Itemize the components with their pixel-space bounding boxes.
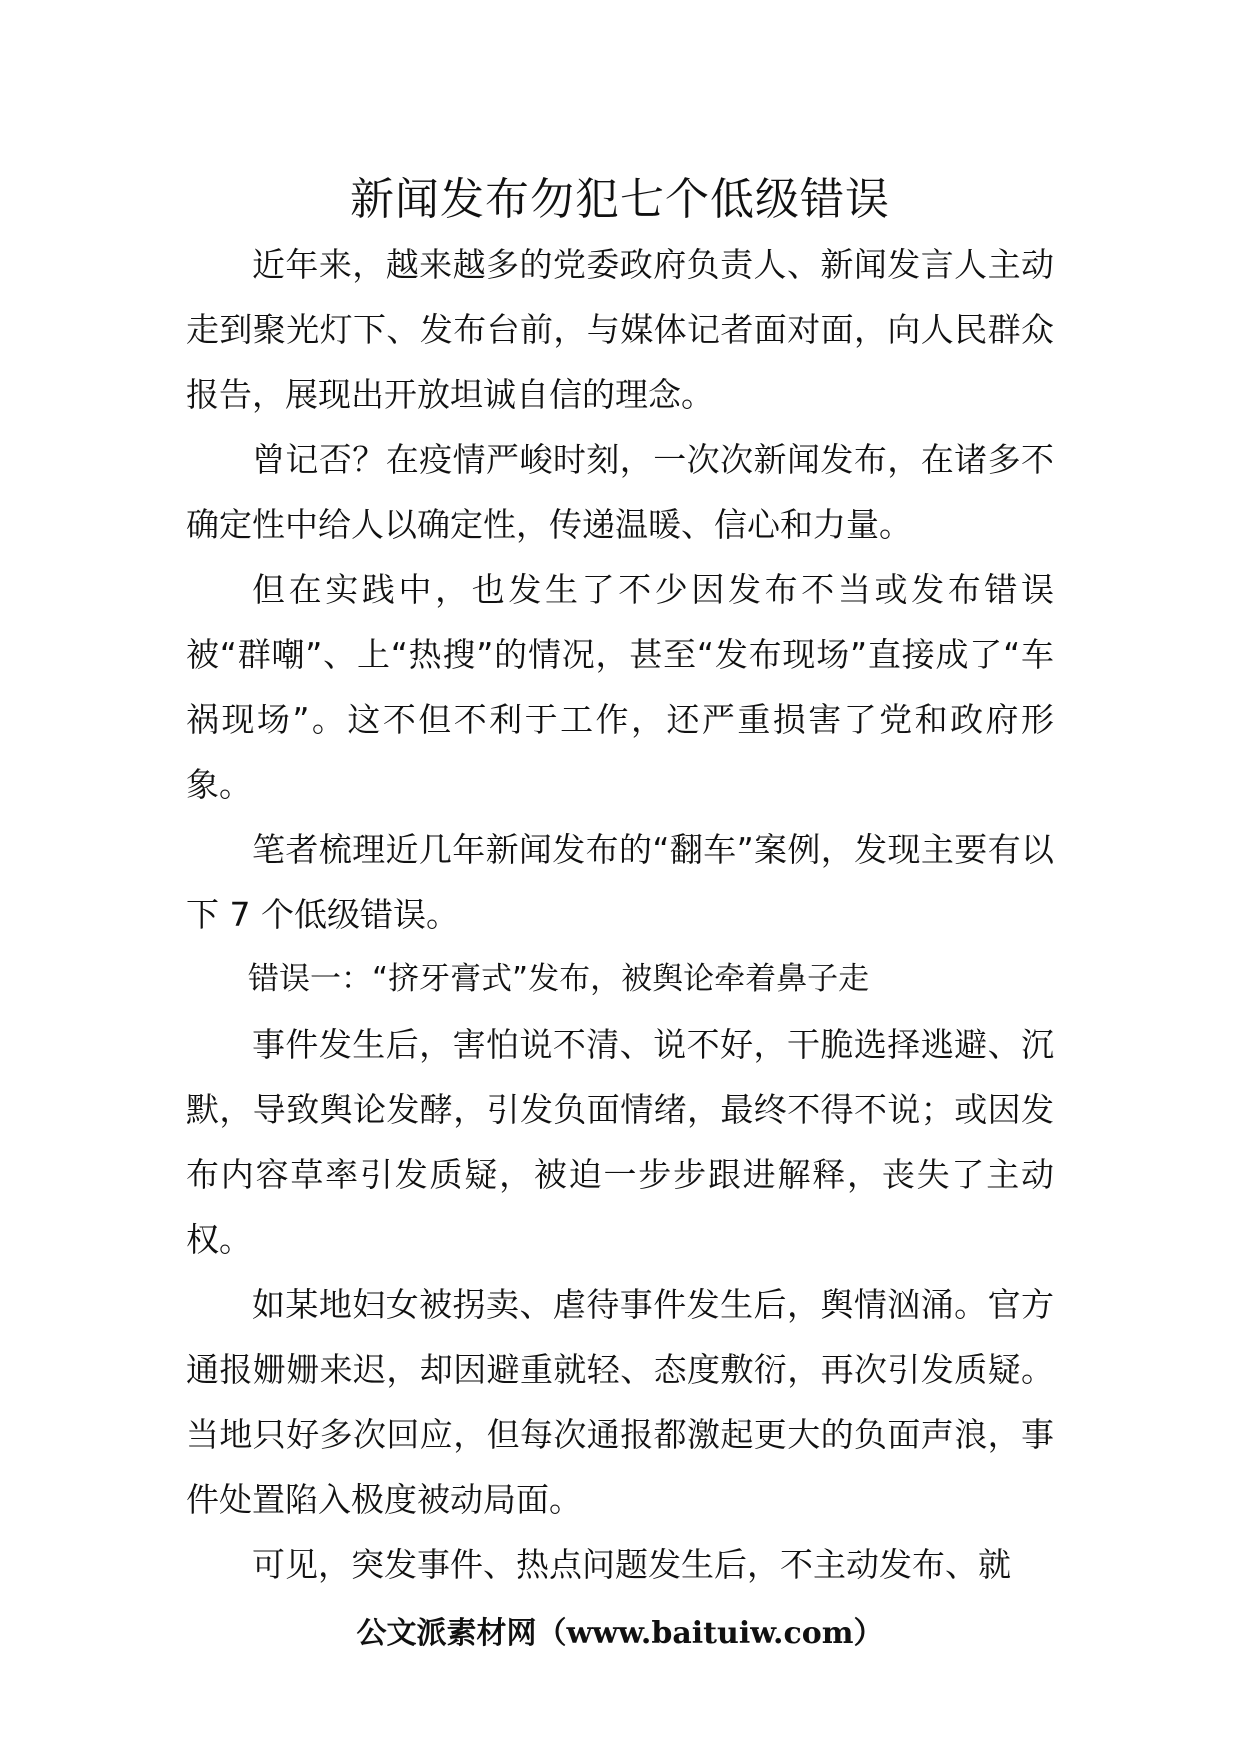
paragraph: 但在实践中，也发生了不少因发布不当或发布错误被“群嘲”、上“热搜”的情况，甚至“发布现场”直接成了“车祸现场”。这不但不利于工作，还严重损害了党和政府形象。 — [186, 570, 1054, 804]
document-title: 新闻发布勿犯七个低级错误 — [350, 174, 890, 225]
paragraph: 近年来，越来越多的党委政府负责人、新闻发言人主动走到聚光灯下、发布台前，与媒体记者面对面，向人民群众报告，展现出开放坦诚自信的理念。 — [186, 245, 1054, 414]
paragraph: 可见，突发事件、热点问题发生后，不主动发布、就 — [252, 1545, 1011, 1584]
paragraph: 如某地妇女被拐卖、虐待事件发生后，舆情汹涌。官方通报姗姗来迟，却因避重就轻、态度敷衍，再次引发质疑。当地只好多次回应，但每次通报都激起更大的负面声浪，事件处置陷入极度被动局面。 — [186, 1285, 1054, 1519]
document-body — [186, 232, 1054, 1597]
section-heading: 错误一：“挤牙膏式”发布，被舆论牵着鼻子走 — [248, 961, 870, 997]
paragraph: 曾记否？在疫情严峻时刻，一次次新闻发布，在诸多不确定性中给人以确定性，传递温暖、信心和力量。 — [186, 440, 1054, 544]
paragraph: 事件发生后，害怕说不清、说不好，干脆选择逃避、沉默，导致舆论发酵，引发负面情绪，最终不得不说；或因发布内容草率引发质疑，被迫一步步跟进解释，丧失了主动权。 — [186, 1025, 1054, 1259]
paragraph: 笔者梳理近几年新闻发布的“翻车”案例，发现主要有以下 7 个低级错误。 — [186, 830, 1054, 934]
footer-source: 公文派素材网（www.baituiw.com） — [356, 1616, 884, 1651]
